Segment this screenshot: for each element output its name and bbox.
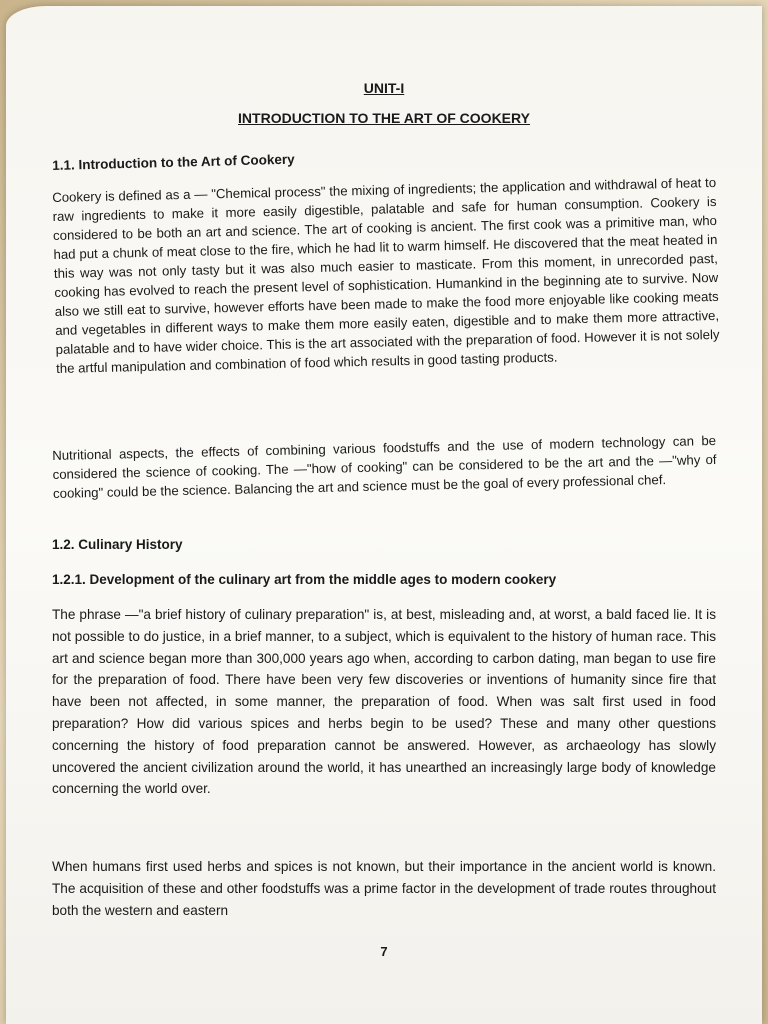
- unit-label: UNIT-I: [363, 80, 405, 96]
- section-1-1-paragraph-2: Nutritional aspects, the effects of combining various foodstuffs and the use of modern technology can be considered the science of cooking. The —"how of cooking" can be considered to be the art and the —"why of cooking" could be the science. Balancing the art and science must be the goal of every professional chef.: [52, 432, 717, 501]
- page-number: 7: [380, 944, 388, 959]
- chapter-title: INTRODUCTION TO THE ART OF COOKERY: [238, 110, 530, 126]
- section-1-2-heading: 1.2. Culinary History: [52, 537, 183, 552]
- section-1-1-paragraph-1: Cookery is defined as a — "Chemical process" the mixing of ingredients; the application and withdrawal of heat to raw ingredients to make it more easily digestible, palatable and safe for human consumption. Cookery is considered to be both an art and science. The art of cooking is ancient. The first cook was a primitive man, who had put a chunk of meat close to the fire, which he had lit to warm himself. He discovered that the meat heated in this way was not only tasty but it was also much easier to masticate. From this moment, in unrecorded past, cooking has evolved to reach the present level of sophistication. Humankind in the beginning ate to survive. Now also we still eat to survive, however efforts have been made to make the food more enjoyable like cooking meats and vegetables in different ways to make them more easily eaten, digestible and to make them more attractive, palatable and to have wider choice. This is the art associated with the preparation of food. However it is not solely the artful manipulation and combination of food which results in good tasting products.: [52, 174, 720, 376]
- section-1-1-heading: 1.1. Introduction to the Art of Cookery: [52, 151, 295, 173]
- section-1-2-1-paragraph-2: When humans first used herbs and spices is not known, but their importance in the ancient world is known. The acquisition of these and other foodstuffs was a prime factor in the development of trade routes throughout both the western and eastern: [52, 859, 716, 918]
- section-1-2-1-heading: 1.2.1. Development of the culinary art from the middle ages to modern cookery: [52, 572, 557, 587]
- section-1-2-1-paragraph-1: The phrase —"a brief history of culinary preparation" is, at best, misleading and, at worst, a bald faced lie. It is not possible to do justice, in a brief manner, to a subject, which is equivalent to the history of human race. This art and science began more than 300,000 years ago when, according to carbon dating, man began to use fire for the preparation of food. There have been very few discoveries or inventions of humanity since fire that have been not affected, in some manner, the preparation of food. When was salt first used in food preparation? How did various spices and herbs begin to be used? These and many other questions concerning the history of food preparation cannot be answered. However, as archaeology has slowly uncovered the ancient civilization around the world, it has unearthed an increasingly large body of knowledge concerning the world over.: [52, 607, 716, 797]
- document-page: [6, 6, 762, 1024]
